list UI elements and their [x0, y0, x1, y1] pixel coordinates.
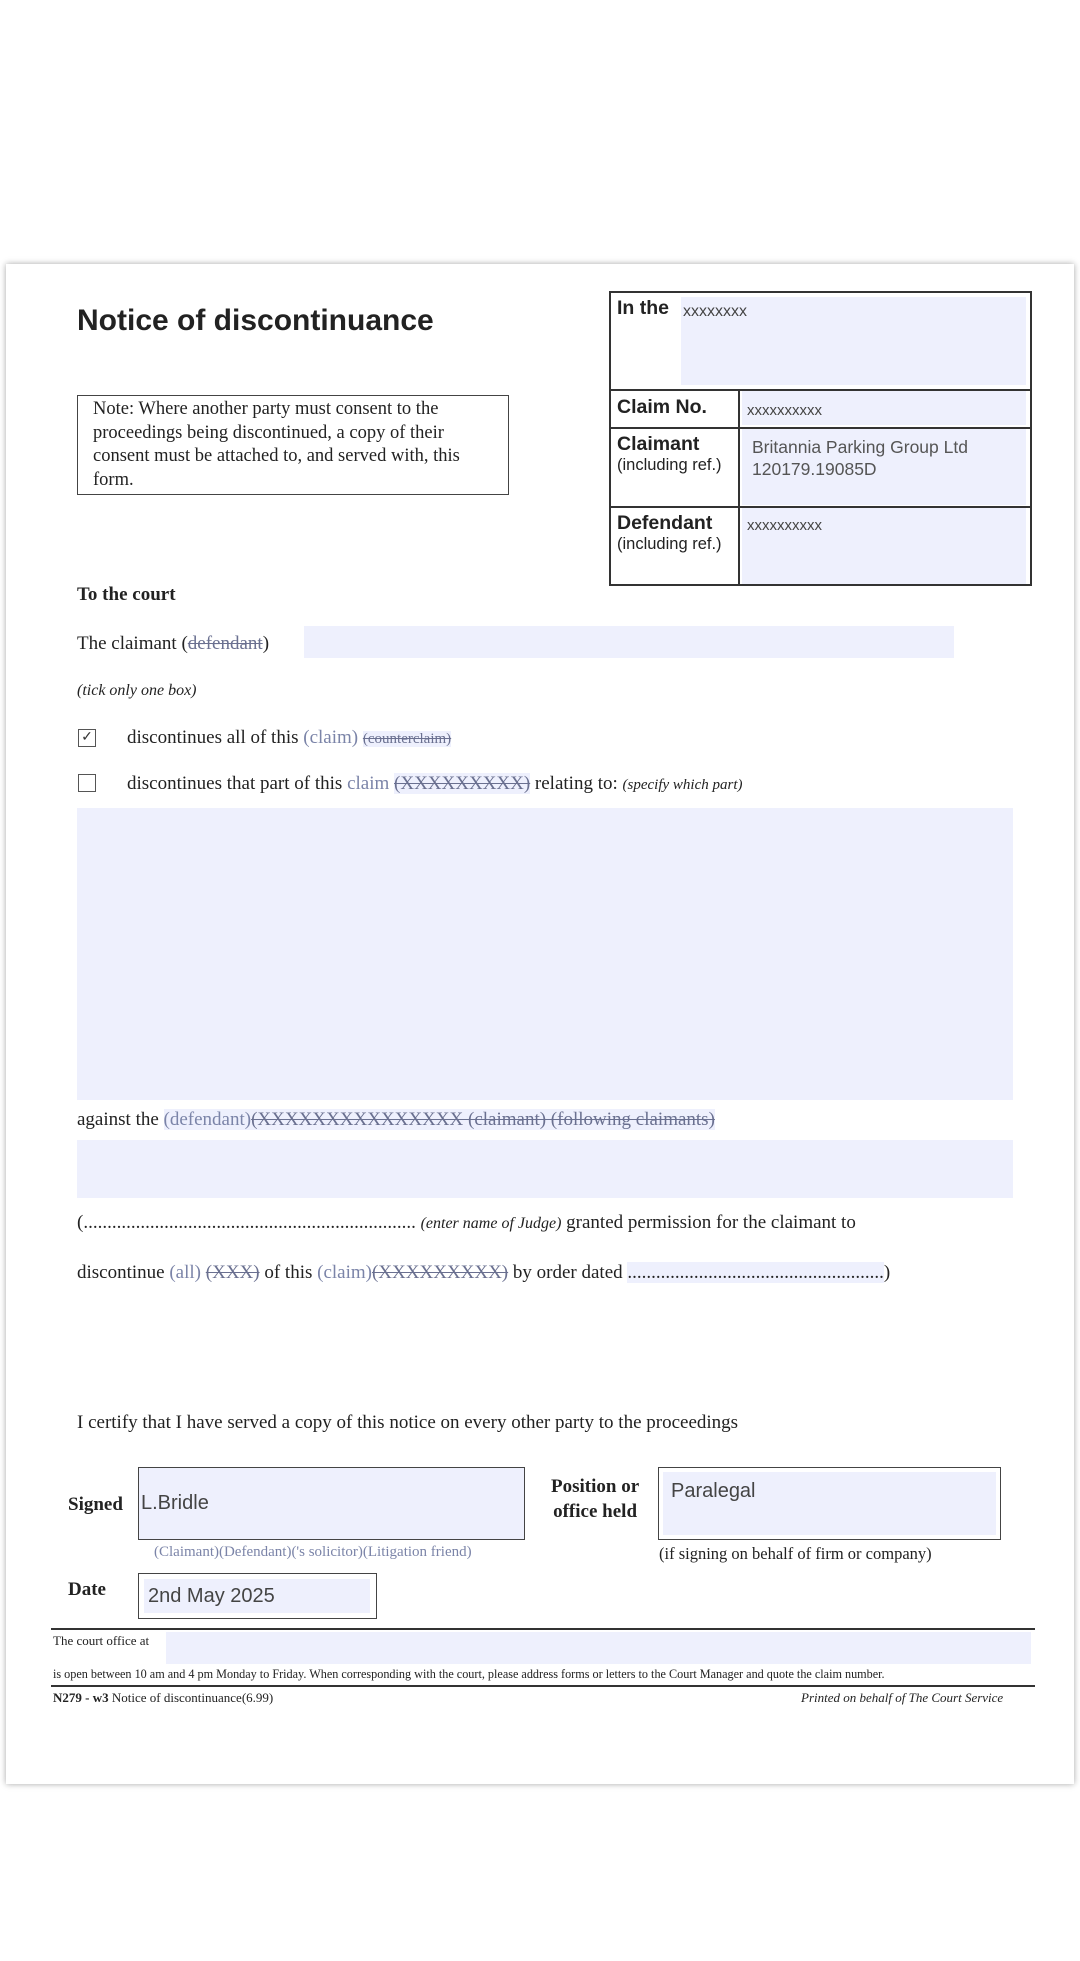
against-line: against the (defendant)(XXXXXXXXXXXXXXX (claimant) (following claimants)	[77, 1109, 715, 1130]
court-name-field[interactable]: xxxxxxxx	[681, 297, 1026, 385]
footer-divider-2	[51, 1685, 1035, 1687]
claimant-name-field[interactable]	[304, 626, 954, 658]
claim-no-label: Claim No.	[617, 396, 707, 418]
claimant-line: The claimant (defendant)	[77, 633, 270, 654]
order-date-field[interactable]: ......................................................	[627, 1262, 884, 1283]
to-the-court-heading: To the court	[77, 584, 176, 605]
part-description-field[interactable]	[77, 808, 1013, 1100]
position-field[interactable]: Paralegal	[663, 1472, 996, 1535]
discontinue-part-checkbox[interactable]	[78, 774, 96, 792]
claimant-label: Claimant	[617, 433, 700, 455]
signature-field[interactable]: L.Bridle	[138, 1467, 525, 1540]
date-label: Date	[68, 1579, 106, 1600]
certify-statement: I certify that I have served a copy of this notice on every other party to the proceedings	[77, 1412, 739, 1433]
signed-label: Signed	[68, 1494, 123, 1515]
position-caption: (if signing on behalf of firm or company)	[659, 1544, 932, 1563]
discontinue-all-option: discontinues all of this (claim) (counterclaim)	[127, 727, 452, 748]
date-field[interactable]: 2nd May 2025	[144, 1579, 370, 1613]
discontinue-part-option: discontinues that part of this claim (XXXXXXXXX) relating to: (specify which part)	[127, 773, 743, 794]
defendant-label: Defendant	[617, 512, 713, 534]
claim-no-field[interactable]: xxxxxxxxxx	[742, 391, 1026, 425]
check-icon: ✓	[81, 730, 93, 745]
signed-caption: (Claimant)(Defendant)('s solicitor)(Litigation friend)	[154, 1544, 472, 1560]
discontinue-all-checkbox[interactable]	[78, 729, 96, 747]
court-office-label: The court office at	[53, 1633, 150, 1648]
tick-instruction: (tick only one box)	[77, 682, 197, 699]
office-hours: is open between 10 am and 4 pm Monday to Friday. When corresponding with the court, please address forms or letters to the Court Manager and quote the claim number.	[53, 1667, 885, 1681]
position-field-frame	[658, 1467, 1001, 1540]
consent-note: Note: Where another party must consent to the proceedings being discontinued, a copy of their consent must be attached to, and served with, this form.	[77, 395, 509, 495]
form-reference: N279 - w3 Notice of discontinuance(6.99)	[53, 1690, 274, 1705]
case-details-table	[609, 291, 1032, 586]
position-label: Position or office held	[551, 1476, 640, 1522]
claimant-sub-label: (including ref.)	[617, 456, 722, 474]
footer-divider	[51, 1628, 1035, 1630]
court-office-field[interactable]	[166, 1632, 1031, 1664]
discontinue-order-line: discontinue (all) (XXX) of this (claim)(XXXXXXXXX) by order dated ......................................................)	[77, 1262, 891, 1283]
printed-by: Printed on behalf of The Court Service	[801, 1690, 1004, 1705]
date-field-frame	[138, 1573, 377, 1619]
in-the-label: In the	[617, 297, 669, 319]
form-page	[6, 264, 1074, 1784]
defendant-field[interactable]: xxxxxxxxxx	[742, 508, 1026, 584]
judge-permission-line: (...................................................................... (enter name of Judge) granted permission for the claimant to	[77, 1212, 856, 1233]
claimant-field[interactable]: Britannia Parking Group Ltd 120179.19085D	[742, 429, 1026, 505]
defendant-sub-label: (including ref.)	[617, 535, 722, 553]
page-title: Notice of discontinuance	[77, 304, 434, 337]
against-party-field[interactable]	[77, 1140, 1013, 1198]
